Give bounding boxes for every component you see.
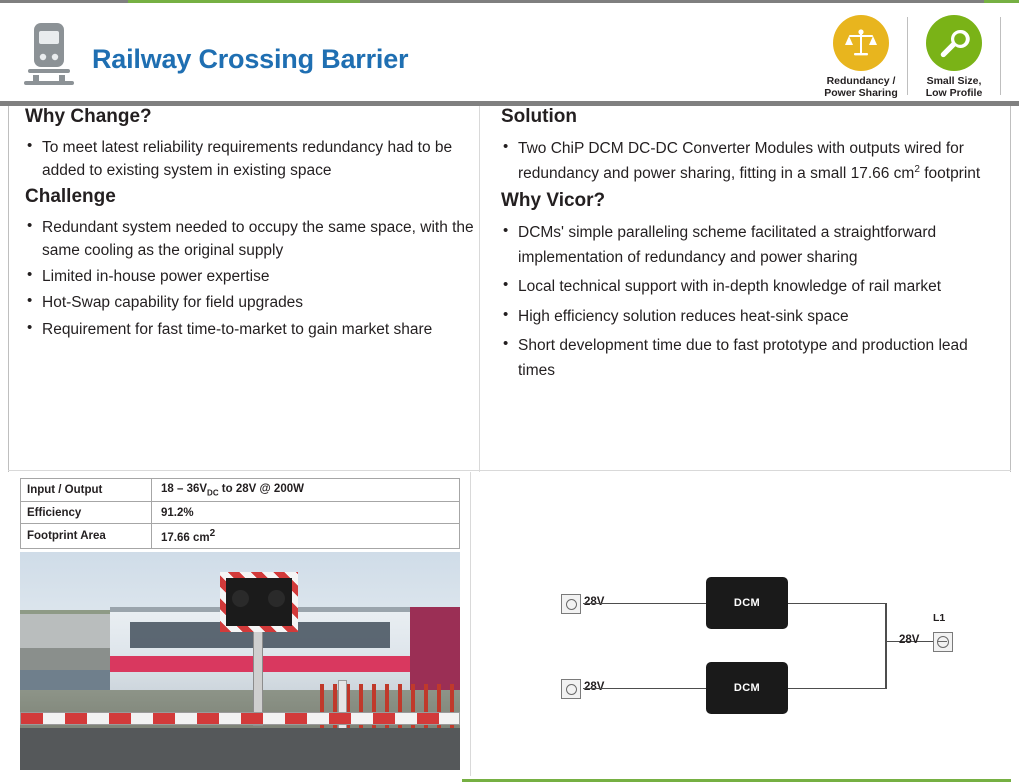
table-row [21, 502, 460, 524]
header [0, 3, 1019, 101]
spec-value: $18 - 36V_{DC}$ to 28V @ 200W [152, 479, 460, 502]
photo-signal-lamp-right [268, 590, 285, 607]
right-column [501, 106, 1001, 387]
railway-crossing-photo [20, 552, 460, 770]
input-connector-2-icon [561, 679, 581, 699]
list-item: • Two ChiP DCM DC-DC Converter Modules with outputs wired for redundancy and power sharing, fitting in a small 17.66 $cm^2$ footprint [501, 136, 1001, 186]
why-vicor-list [501, 220, 1001, 383]
column-divider [479, 106, 480, 472]
connector-inner [937, 636, 949, 648]
content-area [8, 106, 1011, 472]
badge-caption-line1: Redundancy / [826, 75, 896, 87]
output-voltage-label: 28V [899, 634, 920, 646]
page-title: Railway Crossing Barrier [92, 44, 409, 74]
section-heading-challenge: Challenge [25, 185, 116, 207]
spec-value: 17.66 $cm^2$ [152, 524, 460, 549]
bottom-rule-left [8, 779, 462, 782]
list-item: • To meet latest reliability requirements redundancy had to be added to existing system in existing space [25, 136, 477, 183]
wire-output-bus [885, 603, 887, 689]
block-diagram [470, 472, 1011, 776]
badge-small-size-low-profile [908, 15, 1000, 100]
photo-crossing-barrier [20, 712, 460, 725]
spec-table [20, 478, 460, 549]
balance-scale-icon [833, 15, 889, 71]
badge-divider-right [1000, 17, 1001, 95]
badge-caption-line2: Power Sharing [824, 87, 898, 100]
section-heading-why-change: Why Change? [25, 106, 152, 127]
wire-output-2 [788, 688, 886, 690]
wire-output-1 [788, 603, 886, 605]
badge-group [815, 15, 1001, 100]
spec-key: Footprint Area [21, 524, 152, 549]
wrench-icon [926, 15, 982, 71]
list-item: • Limited in-house power expertise [25, 265, 477, 288]
photo-road [20, 728, 460, 770]
bottom-rule-green [462, 779, 1011, 782]
connector-inner [566, 599, 577, 610]
challenge-list [25, 216, 477, 341]
input-connector-1-icon [561, 594, 581, 614]
photo-train-stripe [110, 656, 460, 672]
list-item: • High efficiency solution reduces heat-sink space [501, 304, 1001, 329]
dcm-module-2: DCM [706, 662, 788, 714]
badge-redundancy-power-sharing [815, 15, 907, 100]
photo-signal-head [220, 572, 298, 632]
table-row [21, 524, 460, 549]
photo-train-nose [410, 607, 460, 695]
badge-caption-line1: Small Size, [926, 75, 982, 87]
wire-input-2 [583, 688, 706, 690]
table-row [21, 479, 460, 502]
train-icon [22, 19, 76, 87]
left-column [25, 106, 477, 344]
load-label: L1 [933, 612, 946, 624]
dcm-module-1: DCM [706, 577, 788, 629]
list-item: • Short development time due to fast prototype and production lead times [501, 333, 1001, 383]
solution-list [501, 136, 1001, 186]
list-item: • Redundant system needed to occupy the same space, with the same cooling as the original supply [25, 216, 477, 263]
badge-caption-line2: Low Profile [925, 87, 983, 100]
connector-inner [566, 684, 577, 695]
spec-key: Efficiency [21, 502, 152, 524]
photo-signal-lamp-left [232, 590, 249, 607]
lower-separator [8, 470, 1011, 471]
section-heading-why-vicor: Why Vicor? [501, 190, 606, 212]
list-item: • DCMs' simple paralleling scheme facilitated a straightforward implementation of redundancy and power sharing [501, 220, 1001, 270]
list-item: • Requirement for fast time-to-market to gain market share [25, 318, 477, 341]
spec-key: Input / Output [21, 479, 152, 502]
list-item: • Local technical support with in-depth knowledge of rail market [501, 274, 1001, 299]
list-item: • Hot-Swap capability for field upgrades [25, 291, 477, 314]
load-connector-icon [933, 632, 953, 652]
why-change-list [25, 136, 477, 183]
wire-input-1 [583, 603, 706, 605]
section-heading-solution: Solution [501, 106, 577, 127]
lower-area [8, 472, 1011, 776]
spec-value: 91.2% [152, 502, 460, 524]
